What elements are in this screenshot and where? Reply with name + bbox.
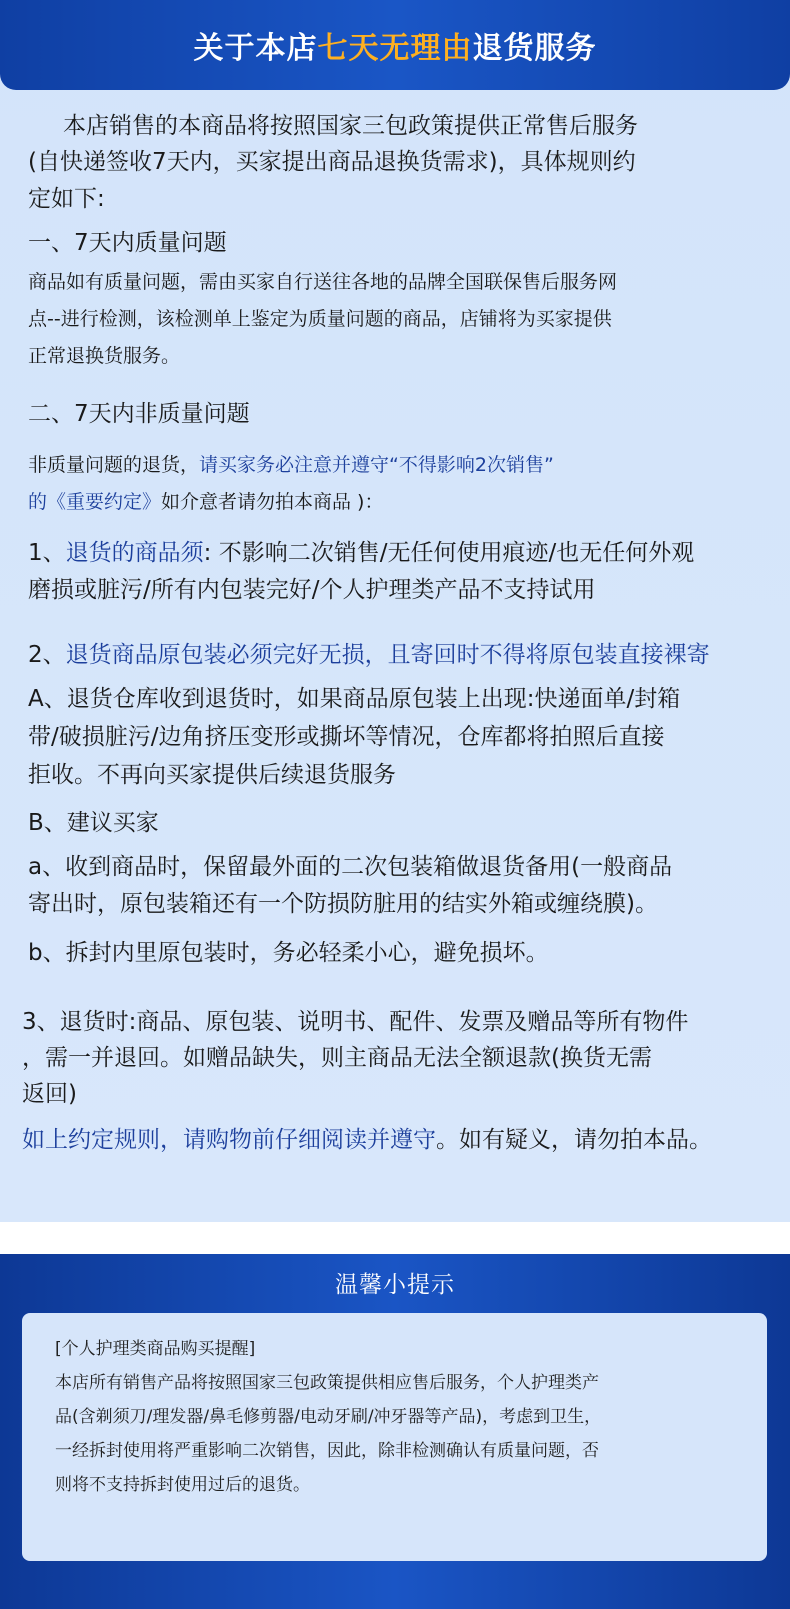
rule3-line-1: 3、退货时:商品、原包装、说明书、配件、发票及赠品等所有物件 <box>22 1009 689 1035</box>
ruleB-a-line-1: a、收到商品时，保留最外面的二次包装箱做退货备用(一般商品 <box>28 854 673 880</box>
section1-line-1: 商品如有质量问题，需由买家自行送往各地的品牌全国联保售后服务网 <box>28 271 618 293</box>
tips-line-4: 一经拆封使用将严重影响二次销售，因此，除非检测确认有质量问题，否 <box>55 1441 599 1461</box>
tips-line-3: 品(含剃须刀/理发器/鼻毛修剪器/电动牙刷/冲牙器等产品)，考虑到卫生， <box>55 1407 602 1427</box>
section2-notice: 请买家务必注意并遵守“不得影响2次销售” <box>199 454 554 476</box>
intro-line-2: (自快递签收7天内，买家提出商品退换货需求)，具体规则约 <box>28 149 636 175</box>
title-text-start: 关于本店 <box>193 31 318 66</box>
closing-line <box>22 1122 712 1158</box>
title-highlight: 七天无理由 <box>317 31 473 66</box>
intro-line-1: 本店销售的本商品将按照国家三包政策提供正常售后服务 <box>63 113 638 139</box>
rule1-line-1 <box>28 535 694 571</box>
section1-heading: 一、7天内质量问题 <box>28 230 227 256</box>
ruleA-line-3: 拒收。不再向买家提供后续退货服务 <box>28 762 396 788</box>
tips-line-5: 则将不支持拆封使用过后的退货。 <box>55 1475 310 1495</box>
closing-text: 。如有疑义，请勿拍本品。 <box>436 1127 712 1153</box>
tips-line-2: 本店所有销售产品将按照国家三包政策提供相应售后服务，个人护理类产 <box>55 1373 599 1393</box>
important-agreement: 的《重要约定》 <box>28 491 162 513</box>
rule2-text: 退货商品原包装必须完好无损，且寄回时不得将原包装直接裸寄 <box>65 642 710 668</box>
rule2-prefix: 2、 <box>28 642 66 668</box>
intro-line-3: 定如下: <box>28 186 105 212</box>
rule1-label: 退货的商品须 <box>65 540 204 566</box>
section1-line-2: 点--进行检测，该检测单上鉴定为质量问题的商品，店铺将为买家提供 <box>28 308 612 330</box>
section2-line-2 <box>28 486 383 518</box>
tips-line-1: [个人护理类商品购买提醒] <box>55 1339 256 1359</box>
rule1-prefix: 1、 <box>28 540 66 566</box>
ruleB-b-line: b、拆封内里原包装时，务必轻柔小心，避免损坏。 <box>28 940 549 966</box>
ruleA-line-2: 带/破损脏污/边角挤压变形或撕坏等情况，仓库都将拍照后直接 <box>28 724 665 750</box>
section1-line-3: 正常退换货服务。 <box>28 345 181 367</box>
tips-title: 温馨小提示 <box>335 1272 455 1298</box>
rule3-line-2: ，需一并退回。如赠品缺失，则主商品无法全额退款(换货无需 <box>22 1045 652 1071</box>
closing-notice: 如上约定规则，请购物前仔细阅读并遵守 <box>22 1127 436 1153</box>
rule2-line <box>28 637 710 673</box>
title-text-end: 退货服务 <box>472 31 597 66</box>
section2-line-1 <box>28 449 554 481</box>
section2-heading: 二、7天内非质量问题 <box>28 401 250 427</box>
ruleA-line-1: A、退货仓库收到退货时，如果商品原包装上出现:快递面单/封箱 <box>28 686 681 712</box>
section2-text: 非质量问题的退货， <box>28 454 200 476</box>
ruleB-a-line-2: 寄出时，原包装箱还有一个防损防脏用的结实外箱或缠绕膜)。 <box>28 891 658 917</box>
rule3-line-3: 返回) <box>22 1081 77 1107</box>
page-title <box>0 0 790 90</box>
rule1-line-2: 磨损或脏污/所有内包装完好/个人护理类产品不支持试用 <box>28 577 596 603</box>
ruleB-heading: B、建议买家 <box>28 810 159 836</box>
rule1-text: : 不影响二次销售/无任何使用痕迹/也无任何外观 <box>203 540 695 566</box>
section2-tail: 如介意者请勿拍本商品 )： <box>161 491 384 513</box>
